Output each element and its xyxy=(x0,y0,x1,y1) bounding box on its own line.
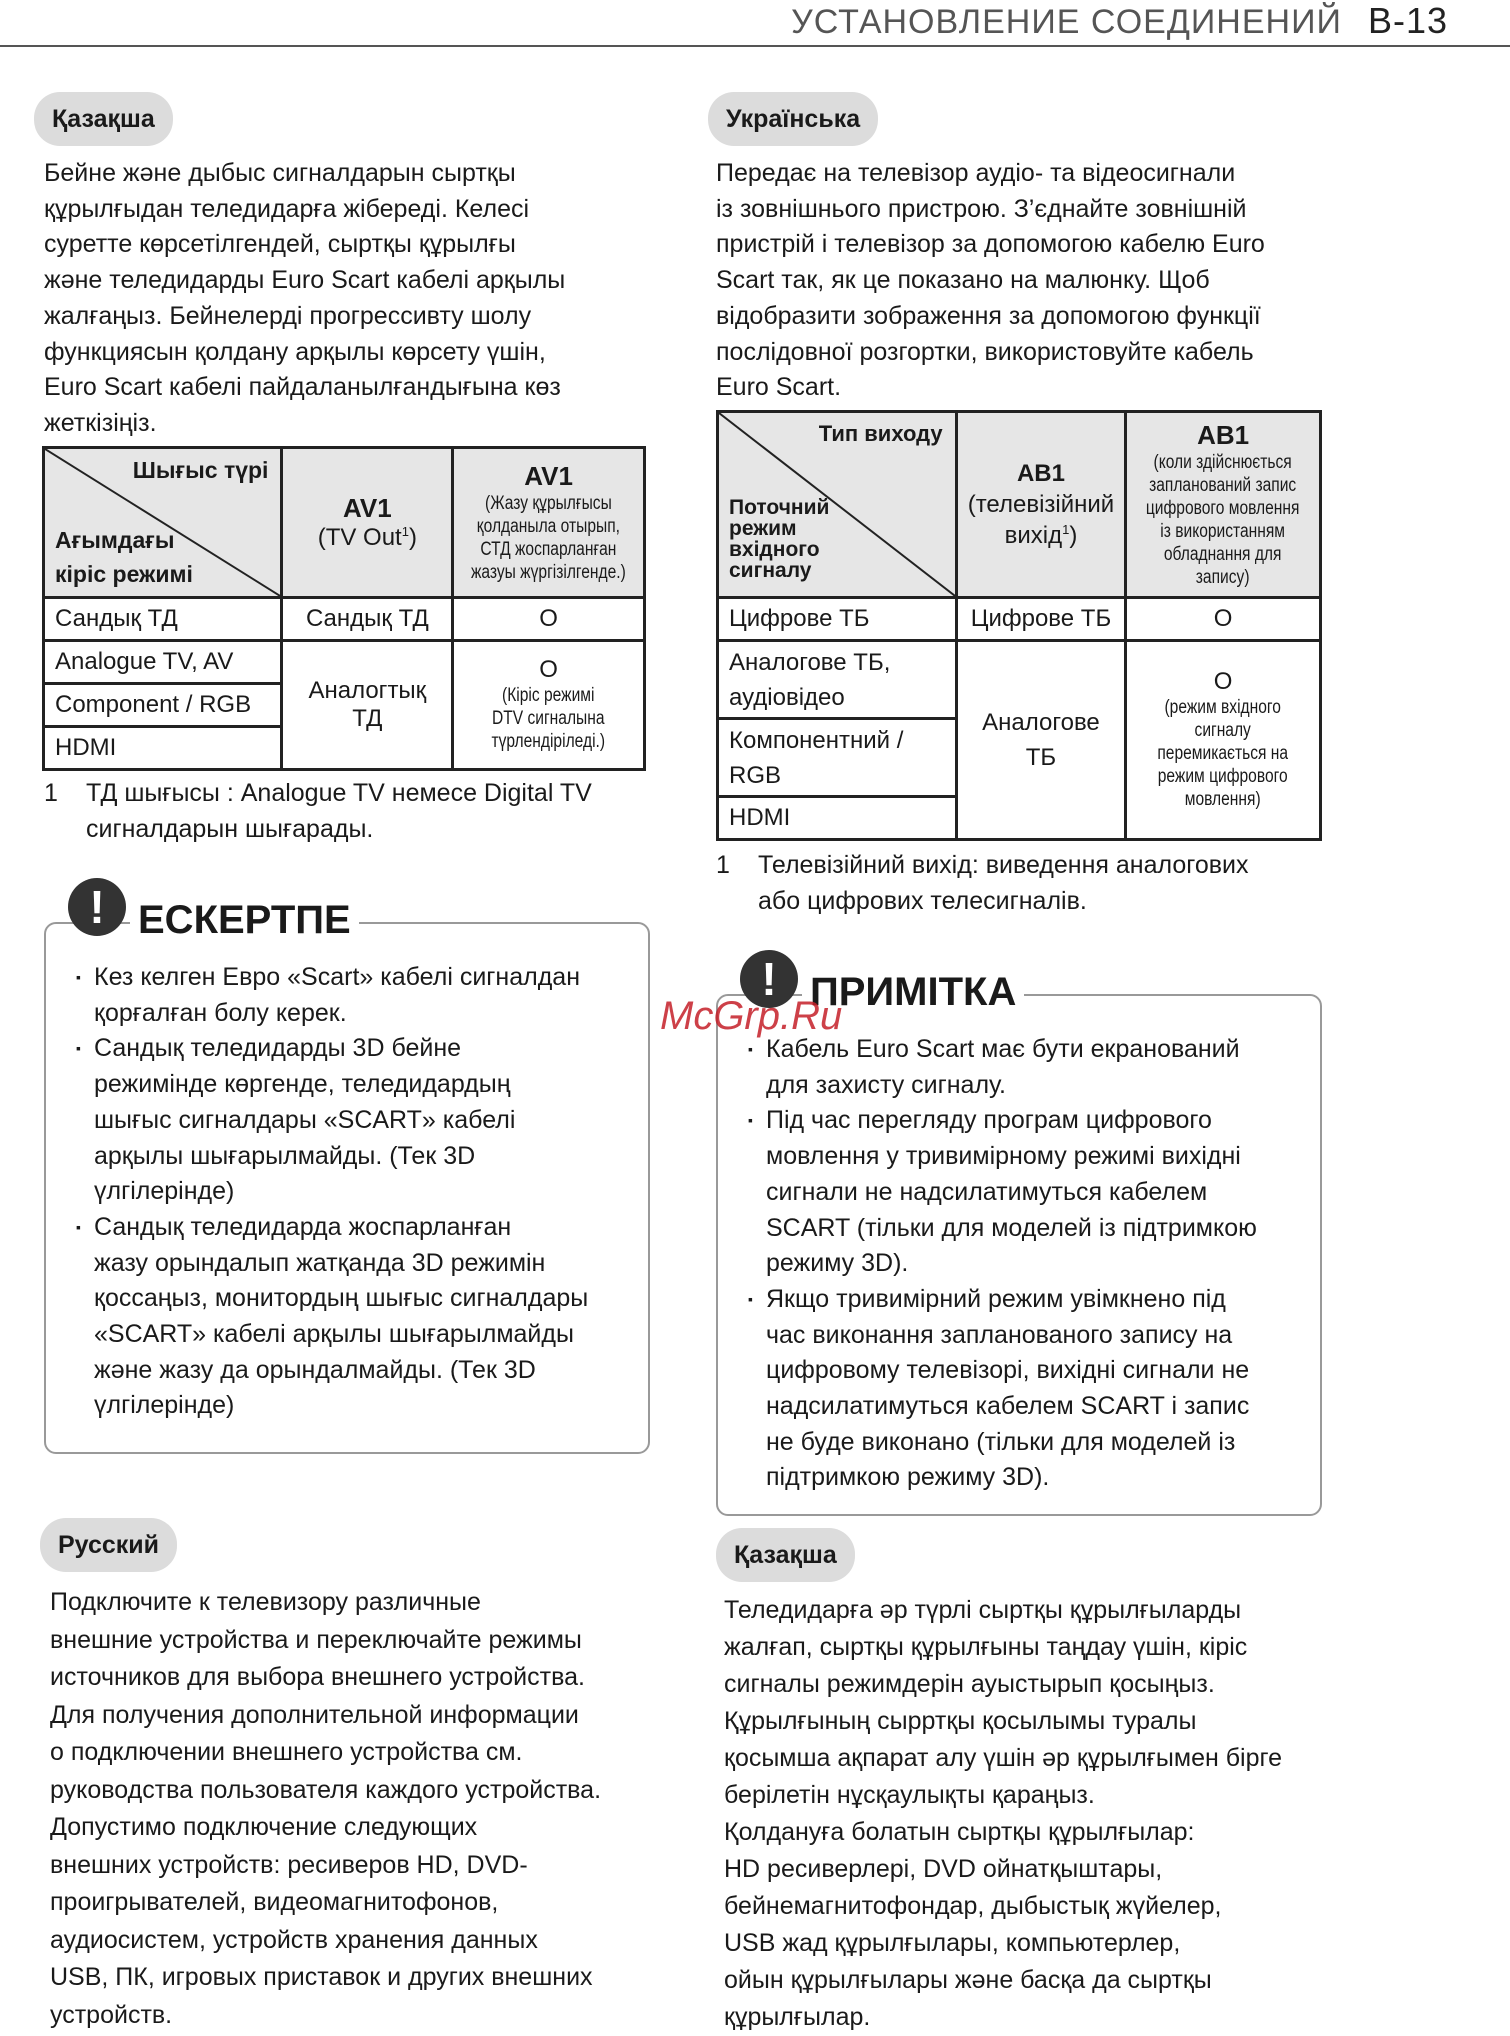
note-item: ▪ Якщо тривимірний режим увімкнено під час виконання запланованого запису на цифровому телевізорі, вихідні сигнали не надсилатимуться кабелем SCART і запис не буде виконано (тільки для моделей із підтримкою режиму 3D). xyxy=(766,1282,1257,1496)
kazakh-footnote: ТД шығысы : Analogue TV немесе Digital TV сигналдарын шығарады. xyxy=(86,779,592,843)
table-row-label: HDMI xyxy=(718,797,957,840)
note-item: ▪ Сандық теледидарда жоспарланған жазу орындалып жатқанда 3D режимін қоссаңыз, монитордың шығыс сигналдары «SCART» кабелі арқылы шығарылмайды және жазу да орындалмайды. (Тек 3D үлгілерінде) xyxy=(94,1210,588,1424)
table-cell: O xyxy=(1126,598,1321,641)
watermark: McGrp.Ru xyxy=(660,994,843,1038)
kazakh-output-table xyxy=(42,446,646,771)
table-header-av1: AV1 (TV Out$^1$) xyxy=(282,448,453,598)
table-row-label: HDMI xyxy=(44,727,282,770)
page-number: В-13 xyxy=(1367,0,1448,41)
section-title: УСТАНОВЛЕНИЕ СОЕДИНЕНИЙ xyxy=(791,3,1342,41)
table-row-label: Аналогове ТБ, аудіовідео xyxy=(718,641,957,719)
header-divider xyxy=(0,45,1510,47)
table-cell: O xyxy=(453,598,645,641)
lang-label-russian: Русский xyxy=(40,1518,177,1572)
lang-label-ukrainian: Українська xyxy=(708,92,878,146)
kazakh-intro: Бейне және дыбыс сигналдарын сыртқы құрылғыдан теледидарға жібереді. Келесі суретте көрсетілгендей, сыртқы құрылғы және теледидарды Euro Scart кабелі арқылы жалғаңыз. Бейнелерді прогрессивту шолу функциясын қолдану арқылы көрсету үшін, Euro Scart кабелі пайдаланылғандығына көз жеткізіңіз. xyxy=(44,159,566,437)
note-item: ▪ Під час перегляду програм цифрового мовлення у тривимірному режимі вихідні сигнали не надсилатимуться кабелем SCART (тільки для моделей із підтримкою режиму 3D). xyxy=(766,1103,1257,1282)
table-cell-analog: Аналогтық ТД xyxy=(282,641,453,770)
table-corner-cell: Шығыс түрі Ағымдағы кіріс режимі xyxy=(44,448,282,598)
note-item: ▪ Кез келген Евро «Scart» кабелі сигналдан қорғалған болу керек. xyxy=(94,960,588,1031)
note-title: ЕСКЕРТПЕ xyxy=(130,898,359,943)
note-item: ▪ Сандық теледидарды 3D бейне режимінде көргенде, теледидардың шығыс сигналдары «SCART» кабелі арқылы шығарылмайды. (Тек 3D үлгілерінде) xyxy=(94,1031,588,1210)
exclamation-icon: ! xyxy=(740,950,798,1008)
table-corner-cell: Тип виходу Поточний режим вхідного сигналу xyxy=(718,412,957,598)
table-row-label: Component / RGB xyxy=(44,684,282,727)
russian-intro: Подключите к телевизору различные внешние устройства и переключайте режимы источников для выбора внешнего устройства. Для получения дополнительной информации о подключении внешнего устройства см. руководства пользователя каждого устройства. Допустимо подключение следующих внешних устройств: ресиверов HD, DVD- проигрывателей, видеомагнитофонов, аудиосистем, устройств хранения данных USB, ПК, игровых приставок и других внешних устройств. xyxy=(50,1588,602,2029)
lang-label-kazakh-2: Қазақша xyxy=(716,1528,855,1582)
note-list xyxy=(766,1032,1257,1496)
note-item: ▪ Кабель Euro Scart має бути екранований для захисту сигналу. xyxy=(766,1032,1257,1103)
ukrainian-footnote: Телевізійний вихід: виведення аналогових або цифрових телесигналів. xyxy=(758,851,1249,915)
table-row-label: Analogue TV, AV xyxy=(44,641,282,684)
table-cell: Сандық ТД xyxy=(282,598,453,641)
header-title xyxy=(791,0,1448,42)
table-header-ab1-record: АВ1 (коли здійснюється запланований запис цифрового мовлення із використанням обладнання для запису) xyxy=(1126,412,1321,598)
lang-label-kazakh: Қазақша xyxy=(34,92,173,146)
table-row-label: Компонентний / RGB xyxy=(718,719,957,797)
kazakh-intro-2: Теледидарға әр түрлі сыртқы құрылғыларды жалғап, сыртқы құрылғыны таңдау үшін, кіріс сигналы режимдерін ауыстырып қосыңыз. Құрылғының сырртқы қосылымы туралы қосымша ақпарат алу үшін әр құрылғымен бірге берілетін нұсқаулықты қараңыз. Қолдануға болатын сыртқы құрылғылар: HD ресиверлері, DVD ойнатқыштары, бейнемагнитофондар, дыбыстық жүйелер, USB жад құрылғылары, компьютерлер, ойын құрылғылары және басқа да сыртқы құрылғылар. xyxy=(724,1596,1282,2031)
ukrainian-footnote-number: 1 xyxy=(716,851,730,879)
note-title: ПРИМІТКА xyxy=(802,970,1024,1015)
table-row-label: Сандық ТД xyxy=(44,598,282,641)
exclamation-icon: ! xyxy=(68,878,126,936)
table-cell-analog: Аналогове ТБ xyxy=(956,641,1126,840)
table-cell: Цифрове ТБ xyxy=(956,598,1126,641)
table-cell-analog-note: O (режим вхідного сигналу перемикається на режим цифрового мовлення) xyxy=(1126,641,1321,840)
table-header-ab1: АВ1 (телевізійний вихід$^1$) xyxy=(956,412,1126,598)
ukrainian-output-table xyxy=(716,410,1322,841)
table-cell-analog-note: O (Кіріс режимі DTV сигналына түрлендіріледі.) xyxy=(453,641,645,770)
kazakh-footnote-number: 1 xyxy=(44,779,58,807)
ukrainian-intro: Передає на телевізор аудіо- та відеосигнали із зовнішнього пристрою. З’єднайте зовнішній пристрій і телевізор за допомогою кабелю Euro Scart так, як це показано на малюнку. Щоб відобразити зображення за допомогою функції послідовної розгортки, використовуйте кабель Euro Scart. xyxy=(716,159,1265,402)
table-header-av1-record: AV1 (Жазу құрылғысы қолданыла отырып, СТД жоспарланған жазуы жүргізілгенде.) xyxy=(453,448,645,598)
table-row-label: Цифрове ТБ xyxy=(718,598,957,641)
note-list xyxy=(94,960,588,1424)
